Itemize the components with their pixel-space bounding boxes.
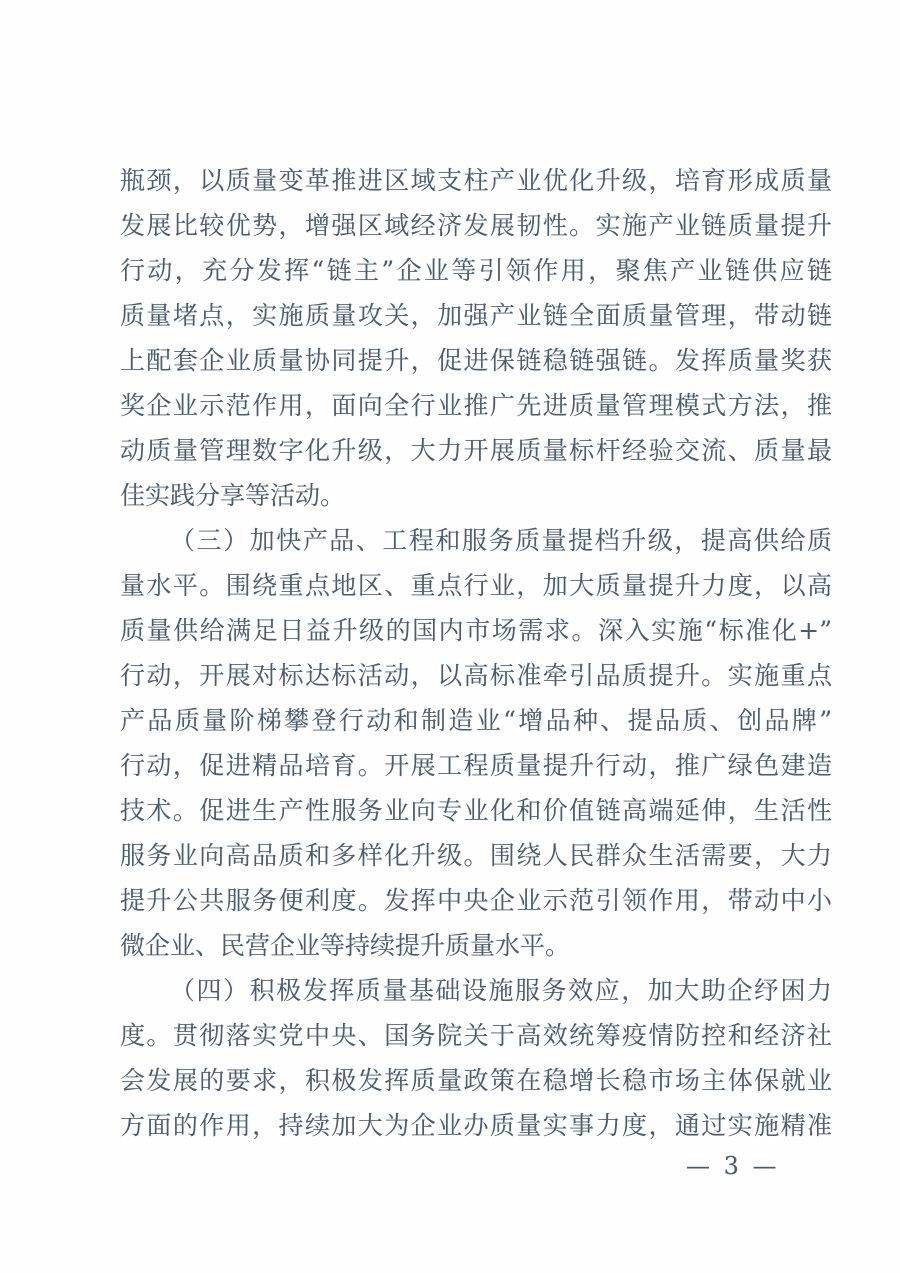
text-line: 质量堵点，实施质量攻关，加强产业链全面质量管理，带动链 (120, 301, 832, 330)
text-line: 量水平。围绕重点地区、重点行业，加大质量提升力度，以高 (120, 571, 832, 600)
text-line: 服务业向高品质和多样化升级。围绕人民群众生活需要，大力 (120, 841, 832, 870)
text-line: 技术。促进生产性服务业向专业化和价值链高端延伸，生活性 (120, 796, 832, 825)
text-line: 质量供给满足日益升级的国内市场需求。深入实施“标准化+” (120, 616, 832, 645)
text-line: 行动，开展对标达标活动，以高标准牵引品质提升。实施重点 (120, 661, 832, 690)
text-line: 微企业、民营企业等持续提升质量水平。 (120, 931, 571, 960)
text-line: 行动，促进精品培育。开展工程质量提升行动，推广绿色建造 (120, 751, 832, 780)
text-line: （三）加快产品、工程和服务质量提档升级，提高供给质 (170, 526, 832, 555)
text-line: 会发展的要求，积极发挥质量政策在稳增长稳市场主体保就业 (120, 1066, 832, 1095)
text-line: 瓶颈，以质量变革推进区域支柱产业优化升级，培育形成质量 (120, 166, 832, 195)
text-line: 奖企业示范作用，面向全行业推广先进质量管理模式方法，推 (120, 391, 832, 420)
text-line: 上配套企业质量协同提升，促进保链稳链强链。发挥质量奖获 (120, 346, 832, 375)
text-line: 提升公共服务便利度。发挥中央企业示范引领作用，带动中小 (120, 886, 832, 915)
body-text (120, 158, 832, 1148)
text-line: 发展比较优势，增强区域经济发展韧性。实施产业链质量提升 (120, 211, 832, 240)
text-line: 行动，充分发挥“链主”企业等引领作用，聚焦产业链供应链 (120, 256, 832, 285)
text-line: 动质量管理数字化升级，大力开展质量标杆经验交流、质量最 (120, 436, 832, 465)
text-line: 产品质量阶梯攀登行动和制造业“增品种、提品质、创品牌” (120, 706, 832, 735)
text-line: 方面的作用，持续加大为企业办质量实事力度，通过实施精准 (120, 1111, 832, 1140)
text-line: 佳实践分享等活动。 (120, 481, 346, 510)
page-number: — 3 — (686, 1152, 780, 1180)
text-line: 度。贯彻落实党中央、国务院关于高效统筹疫情防控和经济社 (120, 1021, 832, 1050)
text-line: （四）积极发挥质量基础设施服务效应，加大助企纾困力 (170, 976, 832, 1005)
